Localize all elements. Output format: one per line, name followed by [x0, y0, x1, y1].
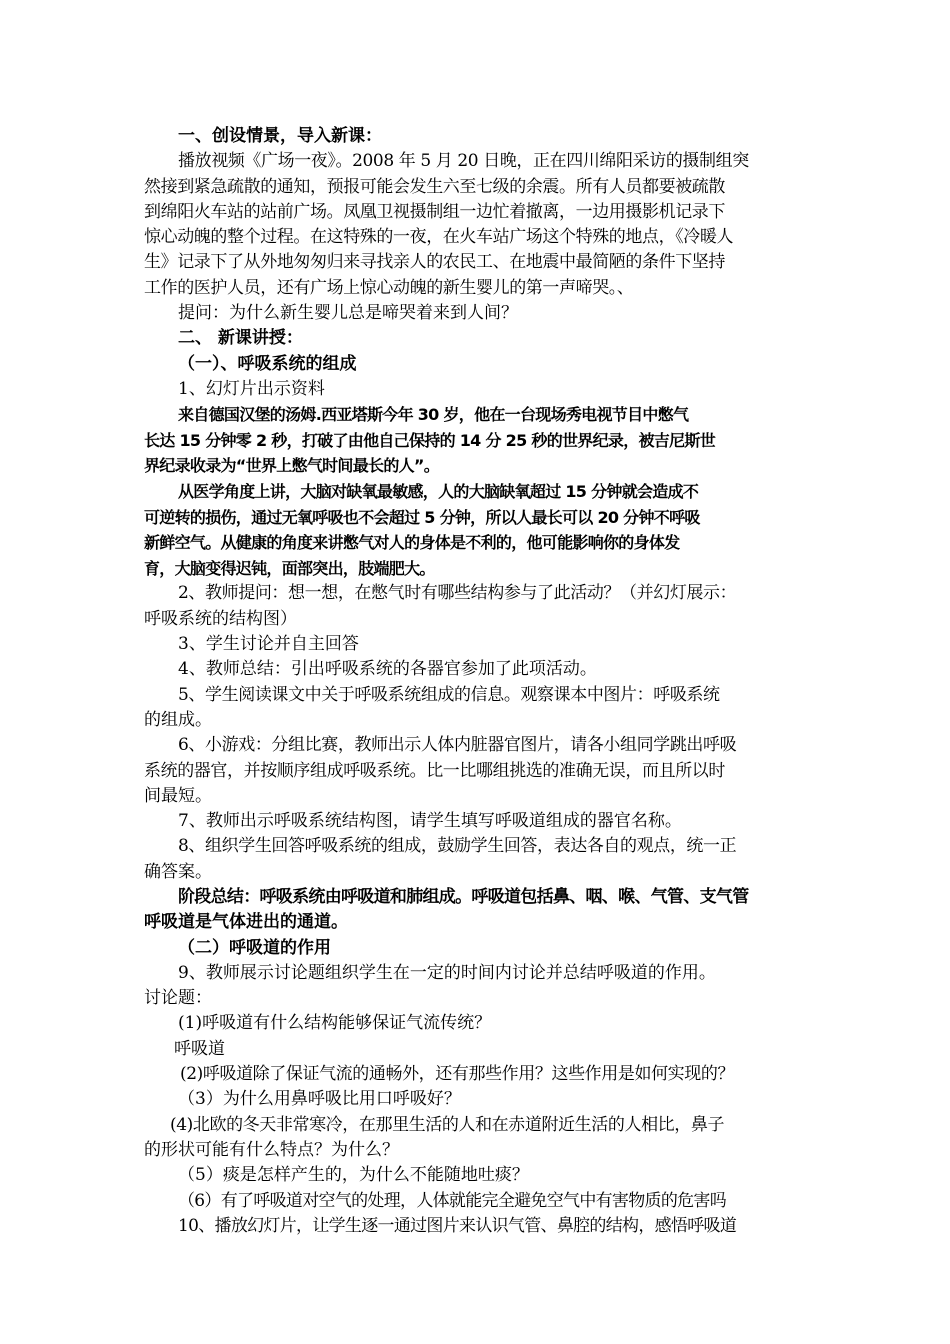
section1-para-line: 惊心动魄的整个过程。在这特殊的一夜，在火车站广场这个特殊的地点，《冷暖人	[144, 227, 734, 248]
item-7: 7、教师出示呼吸系统结构图，请学生填写呼吸道组成的器官名称。	[178, 811, 682, 832]
discussion-question-2: (2)呼吸道除了保证气流的通畅外，还有那些作用？这些作用是如何实现的？	[180, 1064, 735, 1085]
item-1: 1、幻灯片出示资料	[178, 378, 325, 399]
section1-para-line: 工作的医护人员，还有广场上惊心动魄的新生婴儿的第一声啼哭。、	[144, 277, 634, 298]
stage-summary-line: 阶段总结：呼吸系统由呼吸道和肺组成。呼吸道包括鼻、咽、喉、气管、支气管	[178, 886, 749, 907]
section1-question: 提问：为什么新生婴儿总是啼哭着来到人间？	[178, 303, 518, 324]
quote1-line: 长达 15 分钟零 2 秒，打破了由他自己保持的 14 分 25 秒的世界纪录，被吉尼斯世	[144, 430, 715, 450]
discussion-question-1: (1)呼吸道有什么结构能够保证气流传统？	[178, 1013, 492, 1034]
discussion-question-4-line: (4)北欧的冬天非常寒冷，在那里生活的人和在赤道附近生活的人相比，鼻子	[170, 1114, 725, 1135]
item-10: 10、播放幻灯片，让学生逐一通过图片来认识气管、鼻腔的结构，感悟呼吸道	[178, 1215, 737, 1236]
document-page	[144, 124, 810, 1239]
subsection2-heading: （二）呼吸道的作用	[178, 937, 331, 958]
section1-para-line: 播放视频《广场一夜》。2008 年 5 月 20 日晚，正在四川绵阳采访的摄制组突	[178, 151, 749, 172]
quote2-line: 可逆转的损伤，通过无氧呼吸也不会超过 5 分钟，所以人最长可以 20 分钟不呼吸	[144, 507, 700, 527]
discussion-question-1-answer: 呼吸道	[174, 1038, 225, 1059]
section1-heading: 一、创设情景，导入新课：	[178, 126, 382, 146]
item-5-line: 的组成。	[144, 709, 212, 730]
item-2-line: 呼吸系统的结构图）	[144, 608, 297, 629]
section1-para-line: 然接到紧急疏散的通知，预报可能会发生六至七级的余震。所有人员都要被疏散	[144, 176, 725, 197]
quote2-line: 育，大脑变得迟钝，面部突出，肢端肥大。	[144, 558, 435, 578]
item-6-line: 间最短。	[144, 785, 212, 806]
section1-para-line: 生》记录下了从外地匆匆归来寻找亲人的农民工、在地震中最简陋的条件下坚持	[144, 252, 725, 273]
item-8-line: 8、组织学生回答呼吸系统的组成，鼓励学生回答，表达各自的观点，统一正	[178, 836, 737, 857]
section1-para-line: 到绵阳火车站的站前广场。凤凰卫视摄制组一边忙着撤离，一边用摄影机记录下	[144, 201, 725, 222]
discussion-label: 讨论题：	[144, 988, 212, 1009]
discussion-question-6: （6）有了呼吸道对空气的处理，人体就能完全避免空气中有害物质的危害吗	[178, 1190, 727, 1211]
discussion-question-3: （3）为什么用鼻呼吸比用口呼吸好？	[178, 1089, 461, 1110]
quote2-line: 从医学角度上讲，大脑对缺氧最敏感，人的大脑缺氧超过 15 分钟就会造成不	[178, 482, 699, 502]
stage-summary-line: 呼吸道是气体进出的通道。	[144, 912, 348, 933]
quote1-line: 来自德国汉堡的汤姆.西亚塔斯今年 30 岁，他在一台现场秀电视节目中憋气	[178, 405, 689, 425]
item-2-line: 2、教师提问：想一想，在憋气时有哪些结构参与了此活动？（并幻灯展示：	[178, 583, 737, 604]
item-8-line: 确答案。	[144, 861, 212, 882]
quote2-line: 新鲜空气。从健康的角度来讲憋气对人的身体是不利的，他可能影响你的身体发	[144, 533, 680, 553]
section2-heading: 二、 新课讲授：	[178, 328, 303, 349]
item-9: 9、教师展示讨论题组织学生在一定的时间内讨论并总结呼吸道的作用。	[178, 962, 716, 983]
discussion-question-5: （5）痰是怎样产生的，为什么不能随地吐痰？	[178, 1165, 529, 1186]
discussion-question-4-line: 的形状可能有什么特点？为什么？	[144, 1139, 399, 1160]
item-5-line: 5、学生阅读课文中关于呼吸系统组成的信息。观察课本中图片：呼吸系统	[178, 684, 720, 705]
quote1-line: 界纪录收录为“世界上憋气时间最长的人”。	[144, 456, 440, 476]
subsection1-heading: （一）、呼吸系统的组成	[178, 353, 357, 374]
item-6-line: 6、小游戏：分组比赛，教师出示人体内脏器官图片，请各小组同学跳出呼吸	[178, 735, 737, 756]
item-4: 4、教师总结：引出呼吸系统的各器官参加了此项活动。	[178, 659, 597, 680]
item-3: 3、学生讨论并自主回答	[178, 634, 359, 655]
item-6-line: 系统的器官，并按顺序组成呼吸系统。比一比哪组挑选的准确无误，而且所以时	[144, 760, 725, 781]
